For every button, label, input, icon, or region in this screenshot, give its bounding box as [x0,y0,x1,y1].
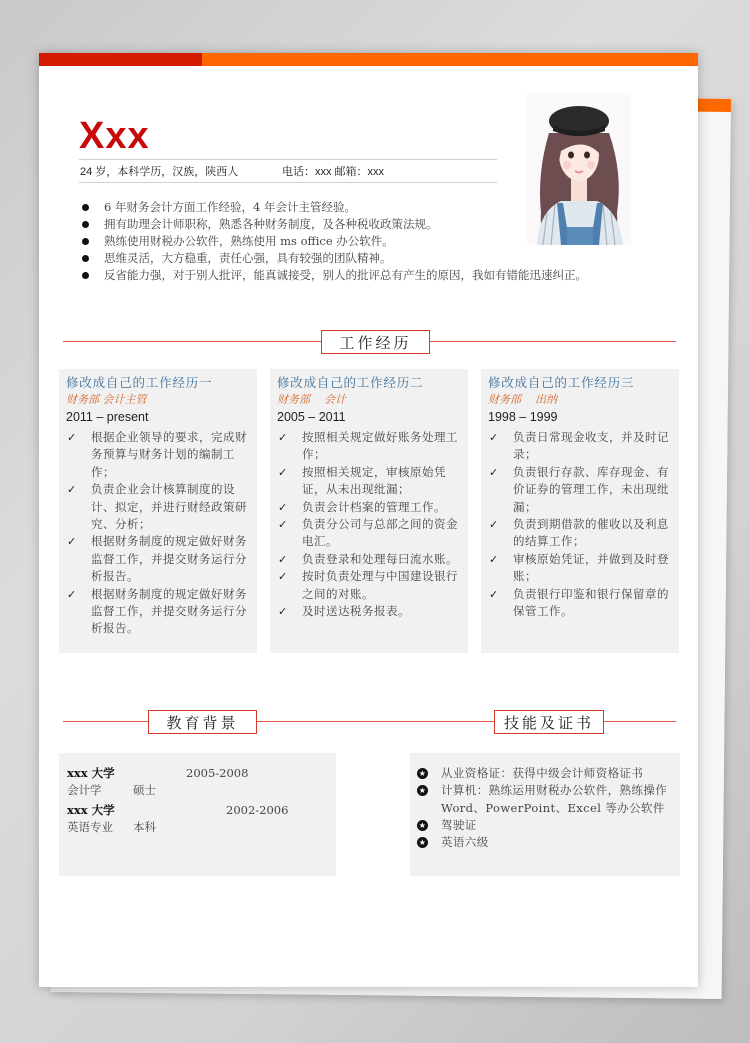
checkmark-icon: ✓ [278,518,288,532]
job-title: 修改成自己的工作经历一 [66,375,213,390]
work-section-header [63,330,676,354]
education-entry-header [67,765,328,782]
checkmark-icon: ✓ [67,431,77,444]
checkmark-icon: ✓ [278,605,288,619]
job-role: 财务部 会计 [277,393,346,406]
job-dates: 1998 – 1999 [488,410,558,424]
duty-item: ✓ 负责银行存款、库存现金、有价证券的管理工作，未出现纰漏； [489,464,669,514]
education-card [59,753,336,876]
school-name: xxx 大学 [67,766,115,780]
skill-item: ★ 从业资格证：获得中级会计师资格证书 [418,766,644,780]
checkmark-icon: ✓ [489,587,499,601]
work-section-title: 工作经历 [321,330,430,354]
duty-item: ✓ 负责会计档案的管理工作。 [277,499,462,516]
checkmark-icon: ✓ [489,518,499,532]
job-title: 修改成自己的工作经历三 [488,375,635,390]
checkmark-icon: ✓ [278,465,288,479]
duty-item: ✓ 负责分公司与总部之间的资金电汇。 [278,517,458,549]
checkmark-icon: ✓ [489,552,499,566]
skill-item: ★ 英语六级 [418,835,489,850]
job-duties [488,429,673,620]
star-bullet-icon: ★ [418,820,427,830]
job-role: 财务部 出纳 [488,393,557,406]
summary-item: 熟练使用财税办公软件，熟练使用 ms office 办公软件。 [79,233,649,250]
skills-section-title: 技能及证书 [494,710,604,734]
job-duties [277,429,462,620]
education-entry-detail [67,782,328,799]
job-duties [66,429,251,638]
education-entry-detail [67,819,328,836]
checkmark-icon: ✓ [278,431,288,444]
education-section-title: 教育背景 [148,710,257,734]
education-entry-header [67,802,328,819]
checkmark-icon: ✓ [278,500,288,514]
duty-item: ✓ 根据财务制度的规定做好财务监督工作，并提交财务运行分析报告。 [67,534,247,584]
duty-item: ✓ 负责日常现金收支，并及时记录； [489,430,669,462]
star-bullet-icon: ★ [418,786,427,796]
skills-card [410,753,680,876]
education-major: 英语专业 [67,820,113,834]
checkmark-icon: ✓ [67,483,77,497]
checkmark-icon: ✓ [489,431,499,444]
duty-item: ✓ 根据财务制度的规定做好财务监督工作，并提交财务运行分析报告。 [67,586,247,636]
job-card-1 [59,369,257,653]
checkmark-icon: ✓ [489,465,499,479]
job-dates: 2011 – present [66,410,149,424]
star-bullet-icon: ★ [418,838,427,848]
duty-item: ✓ 负责到期借款的催收以及利息的结算工作； [489,517,669,549]
job-card-3 [481,369,679,653]
education-skills-header [63,710,676,734]
top-bar-orange-segment [202,53,698,66]
job-role: 财务部 会计主管 [66,393,147,406]
education-degree: 本科 [133,820,156,834]
top-bar-red-segment [39,53,202,66]
duty-item: ✓ 按时负责处理与中国建设银行之间的对账。 [278,569,458,601]
duty-item: ✓ 按照相关规定做好账务处理工作； [278,430,458,462]
duty-item: ✓ 负责登录和处理每曰流水账。 [277,551,462,568]
summary-item: 反省能力强，对于别人批评，能真诚接受，别人的批评总有产生的原因，我如有错能迅速纠正。 [79,267,649,284]
education-degree: 硕士 [133,783,156,797]
summary-item: 拥有助理会计师职称，熟悉各种财务制度，及各种税收政策法规。 [79,216,649,233]
education-dates: 2002-2006 [226,803,289,817]
education-dates: 2005-2008 [186,766,249,780]
duty-item: ✓ 根据企业领导的要求，完成财务预算与财务计划的编制工作； [67,430,247,479]
contact-info: 电话：xxx 邮箱：xxx [282,166,385,178]
skill-item: ★ 计算机：熟练运用财税办公软件，熟练操作 Word、PowerPoint、Excel 等办公软件 [418,783,668,815]
duty-item: ✓ 审核原始凭证，并做到及时登账； [489,551,669,584]
duty-item: ✓ 负责银行印鉴和银行保留章的保管工作。 [489,586,669,619]
summary-item: 思维灵活，大方稳重，责任心强，具有较强的团队精神。 [79,250,649,267]
star-bullet-icon: ★ [418,769,427,778]
checkmark-icon: ✓ [67,587,77,601]
skill-item: ★ 驾驶证 [418,817,477,832]
job-card-2 [270,369,468,653]
summary-list [79,199,649,284]
personal-info-line [79,159,497,183]
checkmark-icon: ✓ [278,570,288,584]
checkmark-icon: ✓ [278,552,288,566]
candidate-name: Xxx [79,115,150,157]
job-dates: 2005 – 2011 [277,410,346,424]
job-title: 修改成自己的工作经历二 [277,375,424,390]
resume-page [39,53,698,987]
duty-item: ✓ 及时送达税务报表。 [277,603,462,620]
duty-item: ✓ 按照相关规定，审核原始凭证，从未出现纰漏； [278,464,446,497]
school-name: xxx 大学 [67,803,115,817]
checkmark-icon: ✓ [67,535,77,549]
top-accent-bar [39,53,698,66]
summary-item: 6 年财务会计方面工作经验，4 年会计主管经验。 [79,199,649,216]
basic-info: 24 岁，本科学历，汉族，陕西人 [80,166,239,178]
education-major: 会计学 [67,783,102,797]
duty-item: ✓ 负责企业会计核算制度的设计、拟定，并进行财经政策研究、分析； [67,482,247,532]
